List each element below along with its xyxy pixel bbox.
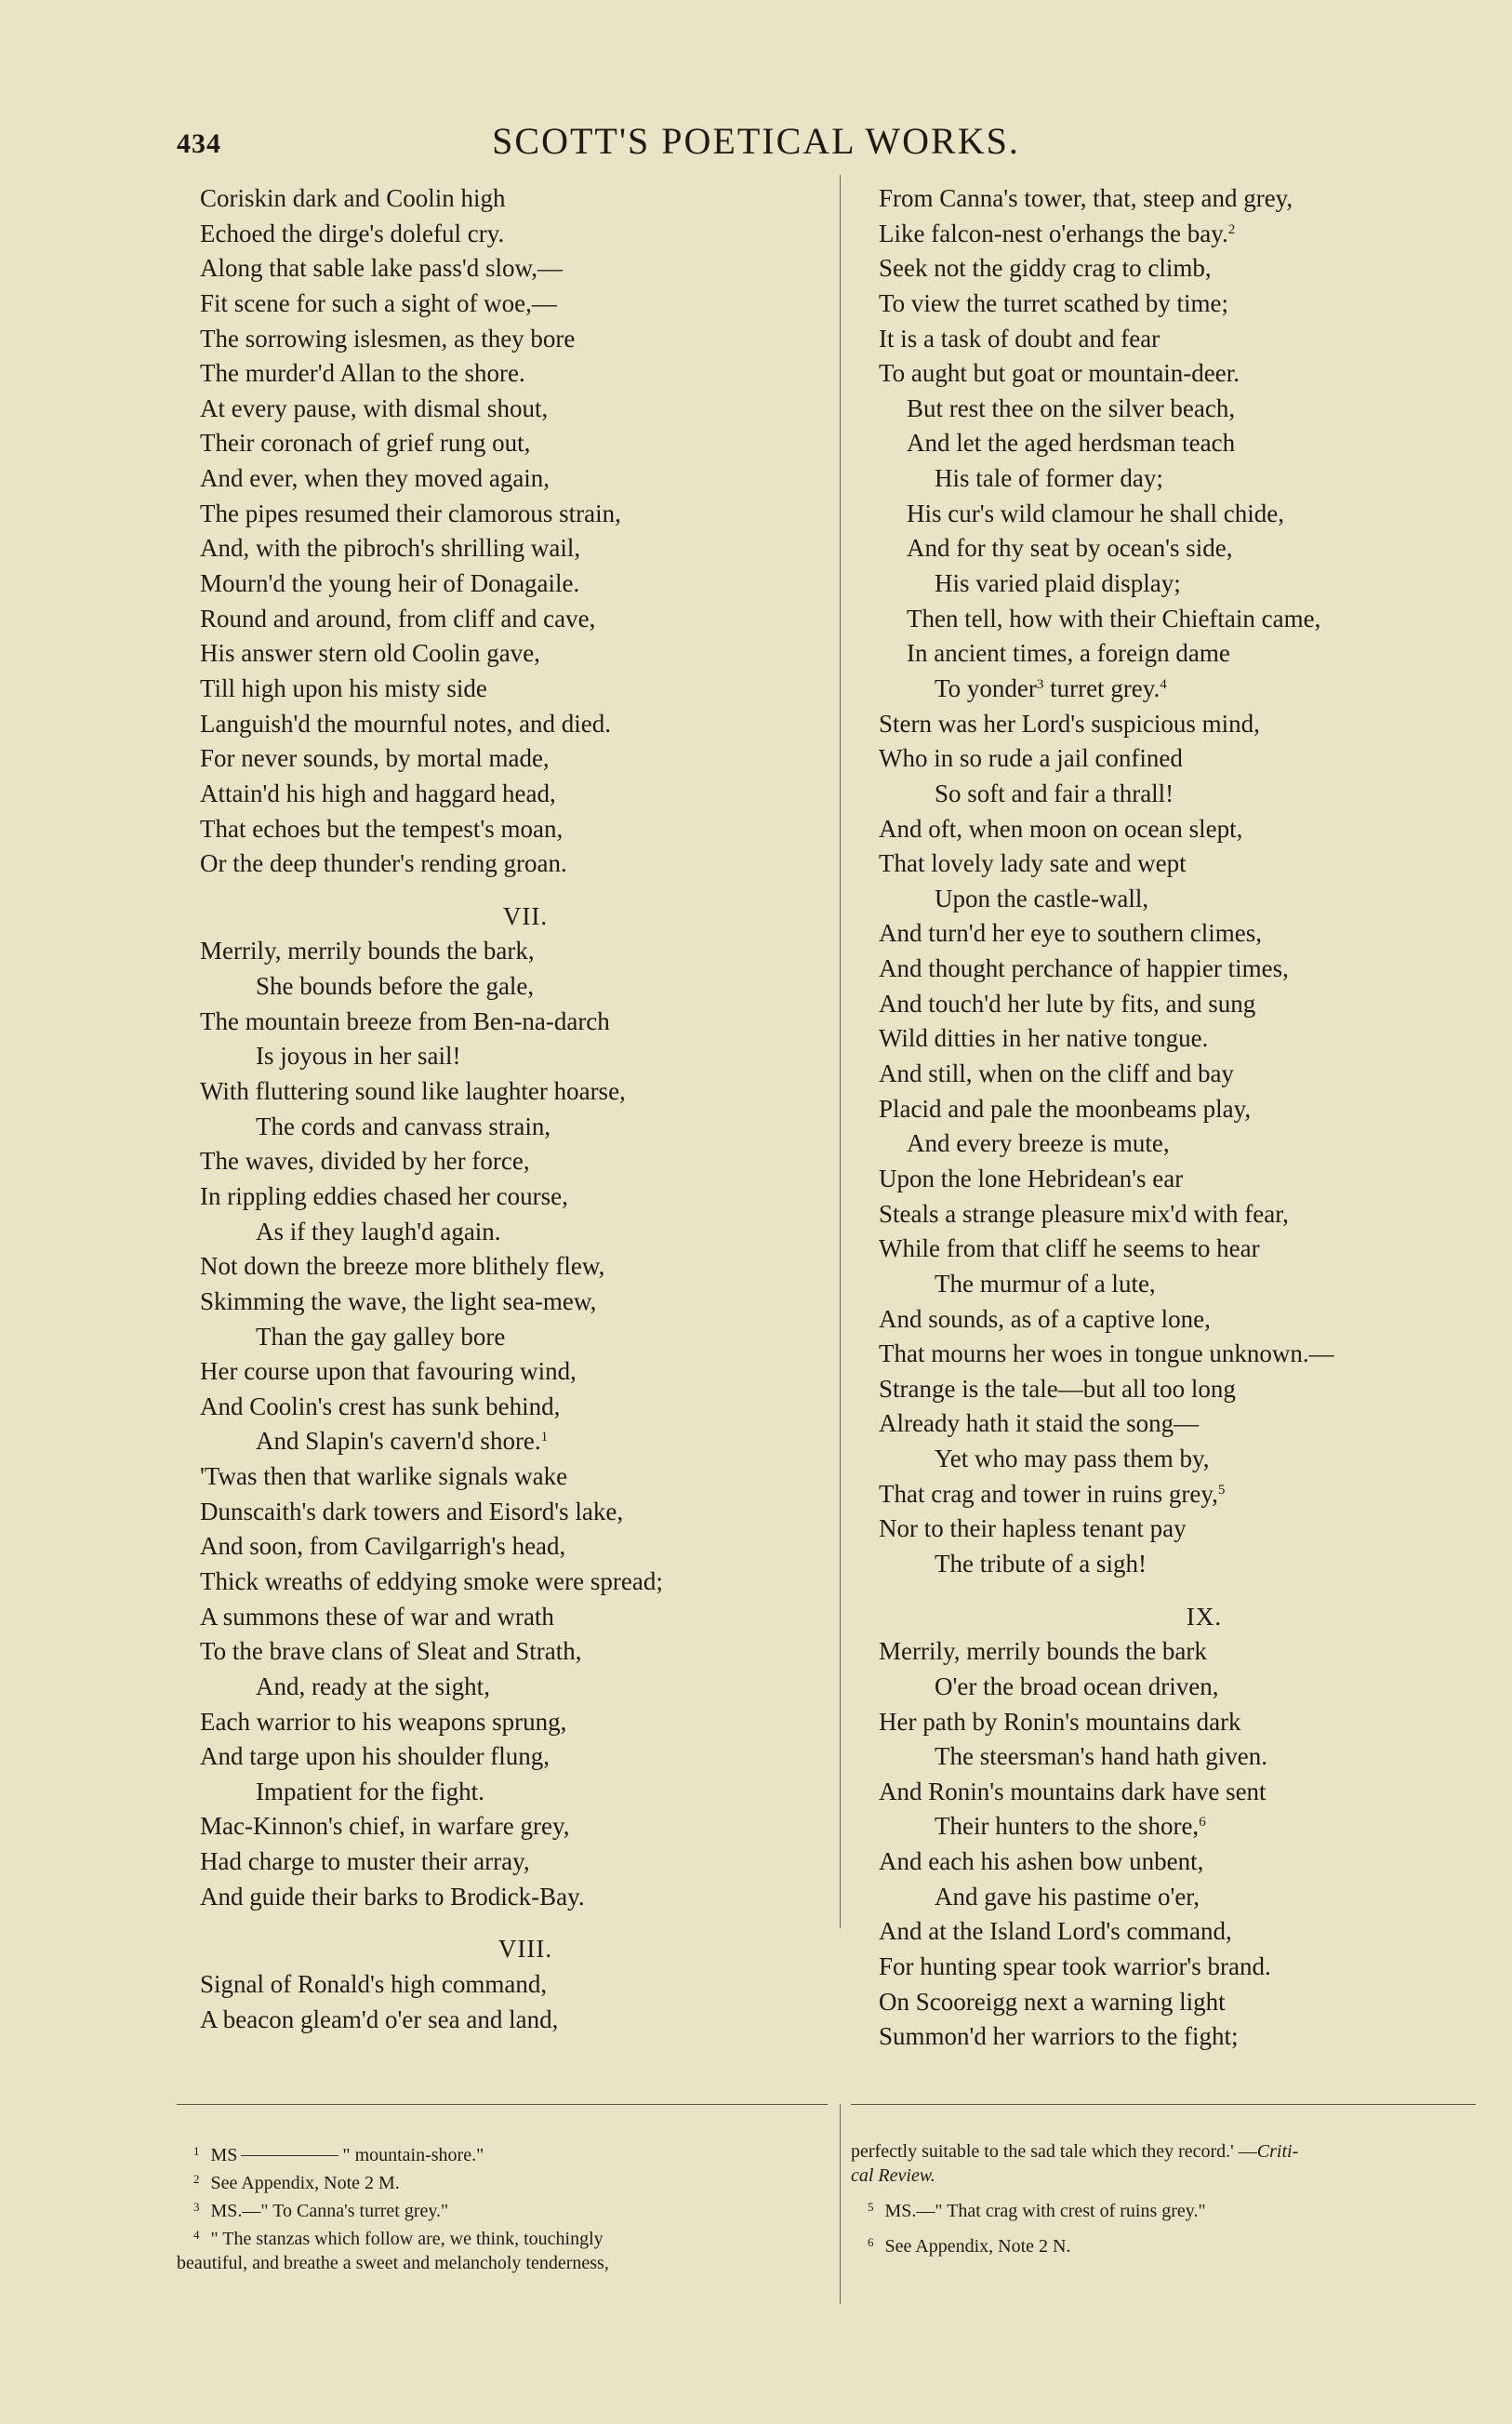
footnote-4-cont: perfectly suitable to the sad tale which they record.' —Criti- (851, 2141, 1299, 2162)
verse-line: In rippling eddies chased her course, (200, 1181, 568, 1210)
verse-line: O'er the broad ocean driven, (935, 1671, 1219, 1700)
verse-line: And Ronin's mountains dark have sent (879, 1777, 1267, 1805)
verse-line: And Coolin's crest has sunk behind, (200, 1392, 561, 1420)
verse-line: And turn'd her eye to southern climes, (879, 919, 1263, 948)
verse-line: The pipes resumed their clamorous strain, (200, 499, 621, 527)
verse-line: Upon the lone Hebridean's ear (879, 1164, 1184, 1192)
verse-line: Is joyous in her sail! (256, 1042, 461, 1071)
verse-line: It is a task of doubt and fear (879, 324, 1161, 353)
verse-line: And soon, from Cavilgarrigh's head, (200, 1532, 566, 1561)
verse-line: To yonder$^3$ turret grey.$^4$ (935, 673, 1167, 702)
verse-line: To the brave clans of Sleat and Strath, (200, 1637, 582, 1666)
verse-line: Strange is the tale—but all too long (879, 1374, 1236, 1403)
verse-line: Till high upon his misty side (200, 673, 487, 702)
verse-line: And Slapin's cavern'd shore.$^1$ (256, 1427, 549, 1456)
verse-line: Wild ditties in her native tongue. (879, 1024, 1209, 1053)
verse-line: Fit scene for such a sight of woe,— (200, 288, 557, 317)
verse-line: And let the aged herdsman teach (907, 429, 1236, 458)
verse-line: Echoed the dirge's doleful cry. (200, 219, 505, 247)
verse-line: The steersman's hand hath given. (935, 1742, 1268, 1771)
footnote-column-divider (840, 2104, 841, 2304)
column-divider (840, 175, 841, 1928)
verse-line: Seek not the giddy crag to climb, (879, 254, 1212, 283)
verse-line: For hunting spear took warrior's brand. (879, 1952, 1271, 1981)
footnote-ref[interactable]: 6 (1199, 1815, 1206, 1831)
verse-line: Dunscaith's dark towers and Eisord's lake, (200, 1497, 624, 1525)
verse-line: His answer stern old Coolin gave, (200, 639, 540, 668)
footnote-ref[interactable]: 3 (1036, 676, 1044, 692)
verse-line: And for thy seat by ocean's side, (907, 534, 1233, 563)
stanza-heading-viii: VIII. (497, 1935, 553, 1964)
verse-line: So soft and fair a thrall! (935, 779, 1174, 807)
verse-line: Languish'd the mournful notes, and died. (200, 709, 612, 738)
verse-line: Impatient for the fight. (256, 1777, 484, 1805)
verse-line: Signal of Ronald's high command, (200, 1970, 548, 1999)
verse-line: To view the turret scathed by time; (879, 288, 1228, 317)
verse-line: Merrily, merrily bounds the bark, (200, 937, 535, 966)
verse-line: And, ready at the sight, (256, 1671, 490, 1700)
page-number: 434 (177, 128, 221, 159)
verse-line: Round and around, from cliff and cave, (200, 604, 596, 633)
verse-line: Skimming the wave, the light sea-mew, (200, 1286, 597, 1315)
verse-line: Already hath it staid the song— (879, 1409, 1200, 1438)
verse-line: And each his ashen bow unbent, (879, 1847, 1204, 1876)
verse-line: And touch'd her lute by fits, and sung (879, 989, 1256, 1018)
verse-line: While from that cliff he seems to hear (879, 1234, 1260, 1263)
verse-line: At every pause, with dismal shout, (200, 393, 549, 422)
verse-line: And guide their barks to Brodick-Bay. (200, 1882, 585, 1911)
stanza-heading-ix: IX. (1186, 1602, 1223, 1631)
verse-line: The tribute of a sigh! (935, 1549, 1147, 1578)
verse-line: For never sounds, by mortal made, (200, 744, 550, 773)
footnote-ref[interactable]: 1 (540, 1430, 549, 1445)
verse-line: Along that sable lake pass'd slow,— (200, 254, 564, 283)
footnote-4: $^4$ " The stanzas which follow are, we think, touchingly (193, 2228, 603, 2249)
verse-line: Summon'd her warriors to the fight; (879, 2022, 1239, 2051)
verse-line: Their hunters to the shore,$^6$ (935, 1812, 1206, 1841)
verse-line: Stern was her Lord's suspicious mind, (879, 709, 1260, 738)
footnote-2: $^2$ See Appendix, Note 2 M. (193, 2172, 400, 2193)
verse-line: Nor to their hapless tenant pay (879, 1514, 1187, 1543)
verse-line: But rest thee on the silver beach, (907, 393, 1236, 422)
verse-line: In ancient times, a foreign dame (907, 639, 1230, 668)
footnote-4-cont: beautiful, and breathe a sweet and melancholy tenderness, (177, 2253, 609, 2273)
verse-line: Steals a strange pleasure mix'd with fear, (879, 1199, 1289, 1228)
footnote-1: $^1$ MS " mountain-shore." (193, 2144, 484, 2165)
footnote-ref[interactable]: 2 (1227, 221, 1236, 237)
footnote-5: $^5$ MS.—" That crag with crest of ruins grey." (868, 2200, 1206, 2221)
verse-line: Yet who may pass them by, (935, 1445, 1210, 1473)
footnotes-right (851, 2139, 1483, 2258)
verse-line: And still, when on the cliff and bay (879, 1059, 1234, 1088)
verse-line: On Scooreigg next a warning light (879, 1987, 1226, 2016)
verse-line: His tale of former day; (935, 464, 1163, 493)
verse-line: Then tell, how with their Chieftain came, (907, 604, 1321, 633)
footnote-ref[interactable]: 4 (1160, 676, 1167, 692)
verse-line: Upon the castle-wall, (935, 884, 1149, 912)
verse-line: The murmur of a lute, (935, 1269, 1156, 1298)
verse-line: Her course upon that favouring wind, (200, 1357, 577, 1386)
verse-line: And oft, when moon on ocean slept, (879, 814, 1243, 843)
verse-line: Not down the breeze more blithely flew, (200, 1252, 605, 1281)
verse-line: And thought perchance of happier times, (879, 954, 1289, 983)
stanza-heading-vii: VII. (502, 901, 549, 930)
verse-line: That mourns her woes in tongue unknown.— (879, 1339, 1334, 1368)
footnote-ref[interactable]: 5 (1217, 1482, 1226, 1498)
running-title: SCOTT'S POETICAL WORKS. (492, 120, 1020, 162)
verse-line: Than the gay galley bore (256, 1322, 506, 1351)
verse-line: That crag and tower in ruins grey,$^5$ (879, 1479, 1226, 1508)
verse-line: Had charge to muster their array, (200, 1847, 530, 1876)
verse-line: The cords and canvass strain, (256, 1112, 551, 1140)
left-column (200, 181, 851, 2037)
verse-line: Thick wreaths of eddying smoke were spread; (200, 1566, 663, 1595)
verse-line: She bounds before the gale, (256, 972, 535, 1001)
verse-line: The waves, divided by her force, (200, 1147, 530, 1176)
verse-line: As if they laugh'd again. (256, 1217, 501, 1245)
verse-line: A summons these of war and wrath (200, 1602, 554, 1631)
verse-line: From Canna's tower, that, steep and grey, (879, 184, 1293, 212)
verse-line: His varied plaid display; (935, 569, 1181, 598)
verse-line: With fluttering sound like laughter hoarse, (200, 1077, 626, 1106)
verse-line: Her path by Ronin's mountains dark (879, 1707, 1241, 1736)
verse-line: That lovely lady sate and wept (879, 849, 1187, 878)
verse-line: And, with the pibroch's shrilling wail, (200, 534, 581, 563)
verse-line: Or the deep thunder's rending groan. (200, 849, 567, 878)
verse-line: And gave his pastime o'er, (935, 1882, 1200, 1911)
verse-line: Like falcon-nest o'erhangs the bay.$^2$ (879, 219, 1236, 247)
verse-line: And targe upon his shoulder flung, (200, 1742, 550, 1771)
verse-line: To aught but goat or mountain-deer. (879, 359, 1240, 388)
verse-line: That echoes but the tempest's moan, (200, 814, 564, 843)
verse-line: Mac-Kinnon's chief, in warfare grey, (200, 1812, 570, 1841)
verse-line: 'Twas then that warlike signals wake (200, 1462, 568, 1491)
verse-line: And every breeze is mute, (907, 1129, 1170, 1158)
verse-line: Merrily, merrily bounds the bark (879, 1637, 1207, 1666)
verse-line: Placid and pale the moonbeams play, (879, 1094, 1252, 1123)
verse-line: Each warrior to his weapons sprung, (200, 1707, 567, 1736)
footnotes-left (177, 2139, 837, 2275)
verse-line: And at the Island Lord's command, (879, 1917, 1232, 1946)
right-column (879, 181, 1512, 2055)
verse-line: The sorrowing islesmen, as they bore (200, 324, 576, 353)
footnote-3: $^3$ MS.—" To Canna's turret grey." (193, 2200, 449, 2221)
verse-line: Who in so rude a jail confined (879, 744, 1183, 773)
footnote-divider (851, 2104, 1476, 2105)
verse-line: And ever, when they moved again, (200, 464, 550, 493)
footnote-4-source: cal Review. (851, 2165, 935, 2186)
verse-line: Mourn'd the young heir of Donagaile. (200, 569, 580, 598)
verse-line: And sounds, as of a captive lone, (879, 1304, 1211, 1333)
verse-line: The murder'd Allan to the shore. (200, 359, 525, 388)
verse-line: Attain'd his high and haggard head, (200, 779, 556, 807)
verse-line: His cur's wild clamour he shall chide, (907, 499, 1285, 527)
footnote-6: $^6$ See Appendix, Note 2 N. (868, 2235, 1071, 2257)
verse-line: Their coronach of grief rung out, (200, 429, 531, 458)
footnote-divider (177, 2104, 828, 2105)
verse-line: A beacon gleam'd o'er sea and land, (200, 2004, 559, 2033)
verse-line: The mountain breeze from Ben-na-darch (200, 1006, 610, 1035)
verse-line: Coriskin dark and Coolin high (200, 184, 506, 212)
